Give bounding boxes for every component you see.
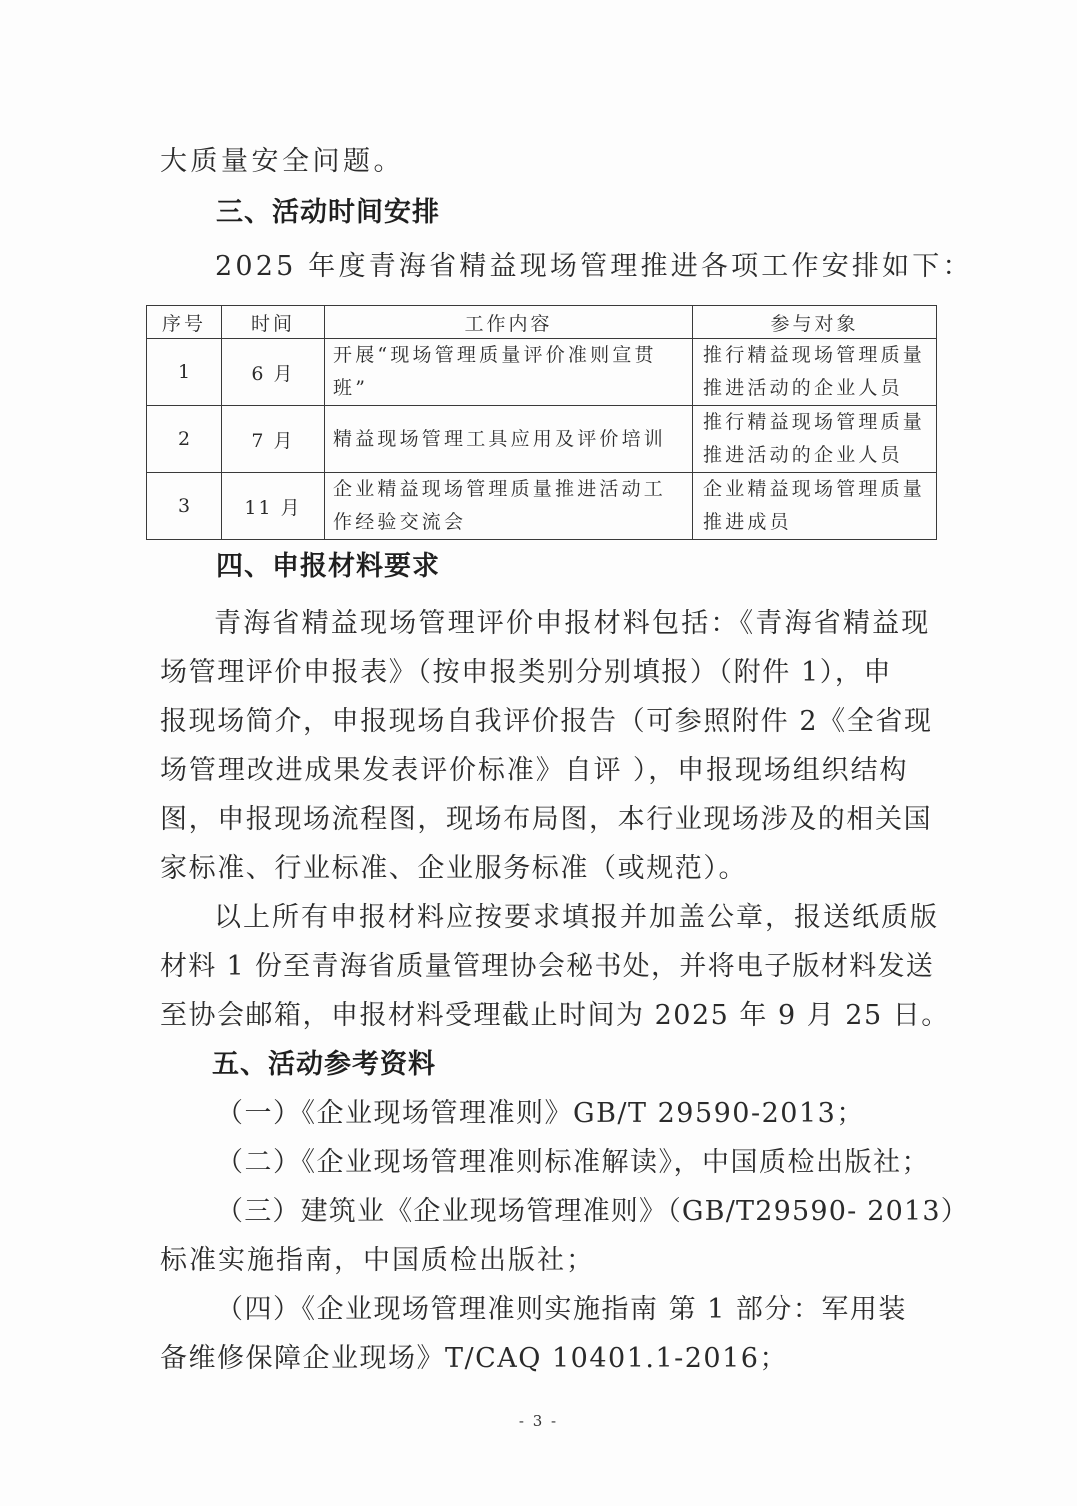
table-row: [147, 473, 937, 540]
header-time: 时间: [222, 306, 325, 339]
reference-item: （四）《企业现场管理准则实施指南 第 1 部分：军用装: [216, 1294, 907, 1325]
section-5-heading: 五、活动参考资料: [212, 1049, 436, 1080]
cell-participants-line: 推行精益现场管理质量: [703, 344, 926, 366]
section-3-intro: 2025 年度青海省精益现场管理推进各项工作安排如下：: [215, 251, 973, 282]
section-4-paragraph-2-line: 至协会邮箱，申报材料受理截止时间为 2025 年 9 月 25 日。: [160, 1000, 950, 1031]
reference-item-continued: 标准实施指南，中国质检出版社；: [160, 1245, 595, 1276]
cell-participants-line: 推行精益现场管理质量: [703, 411, 926, 433]
header-content: 工作内容: [325, 306, 693, 339]
section-4-heading: 四、申报材料要求: [216, 551, 440, 582]
section-4-paragraph-2-line: 以上所有申报材料应按要求填报并加盖公章，报送纸质版: [214, 902, 939, 933]
cell-content-line: 开展“现场管理质量评价准则宣贯: [333, 344, 657, 366]
header-no: 序号: [147, 306, 222, 339]
reference-item: （三）建筑业《企业现场管理准则》（GB/T29590- 2013）: [216, 1196, 969, 1227]
cell-time: 6 月: [222, 339, 325, 406]
cell-content: [325, 339, 693, 406]
cell-content-line: 企业精益现场管理质量推进活动工: [333, 478, 667, 500]
cell-content-line: 作经验交流会: [333, 511, 467, 533]
section-4-paragraph-1-line: 报现场简介，申报现场自我评价报告（可参照附件 2《全省现: [160, 706, 933, 737]
cell-content-line: 精益现场管理工具应用及评价培训: [333, 427, 667, 450]
section-4-paragraph-1-line: 青海省精益现场管理评价申报材料包括：《青海省精益现: [214, 608, 931, 639]
cell-time: 7 月: [222, 406, 325, 473]
section-3-heading: 三、活动时间安排: [216, 197, 440, 228]
cell-participants-line: 推进成员: [703, 511, 792, 533]
cell-no: 2: [147, 406, 222, 473]
table-row: [147, 339, 937, 406]
cell-no: 3: [147, 473, 222, 540]
continued-text: 大质量安全问题。: [160, 146, 404, 177]
cell-no: 1: [147, 339, 222, 406]
cell-participants: [693, 339, 937, 406]
cell-content-line: 班”: [333, 377, 369, 399]
section-4-paragraph-1-line: 家标准、行业标准、企业服务标准（或规范）。: [160, 853, 748, 884]
cell-participants-line: 推进活动的企业人员: [703, 377, 903, 399]
reference-item-continued: 备维修保障企业现场》T/CAQ 10401.1-2016；: [160, 1343, 788, 1374]
section-4-paragraph-2-line: 材料 1 份至青海省质量管理协会秘书处，并将电子版材料发送: [160, 951, 935, 982]
table-header-row: [147, 306, 937, 339]
reference-item: （一）《企业现场管理准则》GB/T 29590-2013；: [216, 1098, 865, 1129]
section-4-paragraph-1-line: 场管理改进成果发表评价标准》自评 ），申报现场组织结构: [160, 755, 909, 786]
section-4-paragraph-1-line: 图，申报现场流程图，现场布局图，本行业现场涉及的相关国: [160, 804, 933, 835]
section-4-paragraph-1-line: 场管理评价申报表》（按申报类别分别填报）（附件 1），申: [160, 657, 893, 688]
table-row: [147, 406, 937, 473]
page-number: - 3 -: [518, 1412, 559, 1430]
cell-participants: [693, 473, 937, 540]
cell-content: [325, 406, 693, 473]
cell-participants-line: 企业精益现场管理质量: [703, 478, 926, 500]
cell-participants: [693, 406, 937, 473]
reference-item: （二）《企业现场管理准则标准解读》，中国质检出版社；: [216, 1147, 930, 1178]
cell-participants-line: 推进活动的企业人员: [703, 444, 903, 466]
header-participants: 参与对象: [693, 306, 937, 339]
schedule-table: [146, 305, 937, 540]
cell-content: [325, 473, 693, 540]
cell-time: 11 月: [222, 473, 325, 540]
